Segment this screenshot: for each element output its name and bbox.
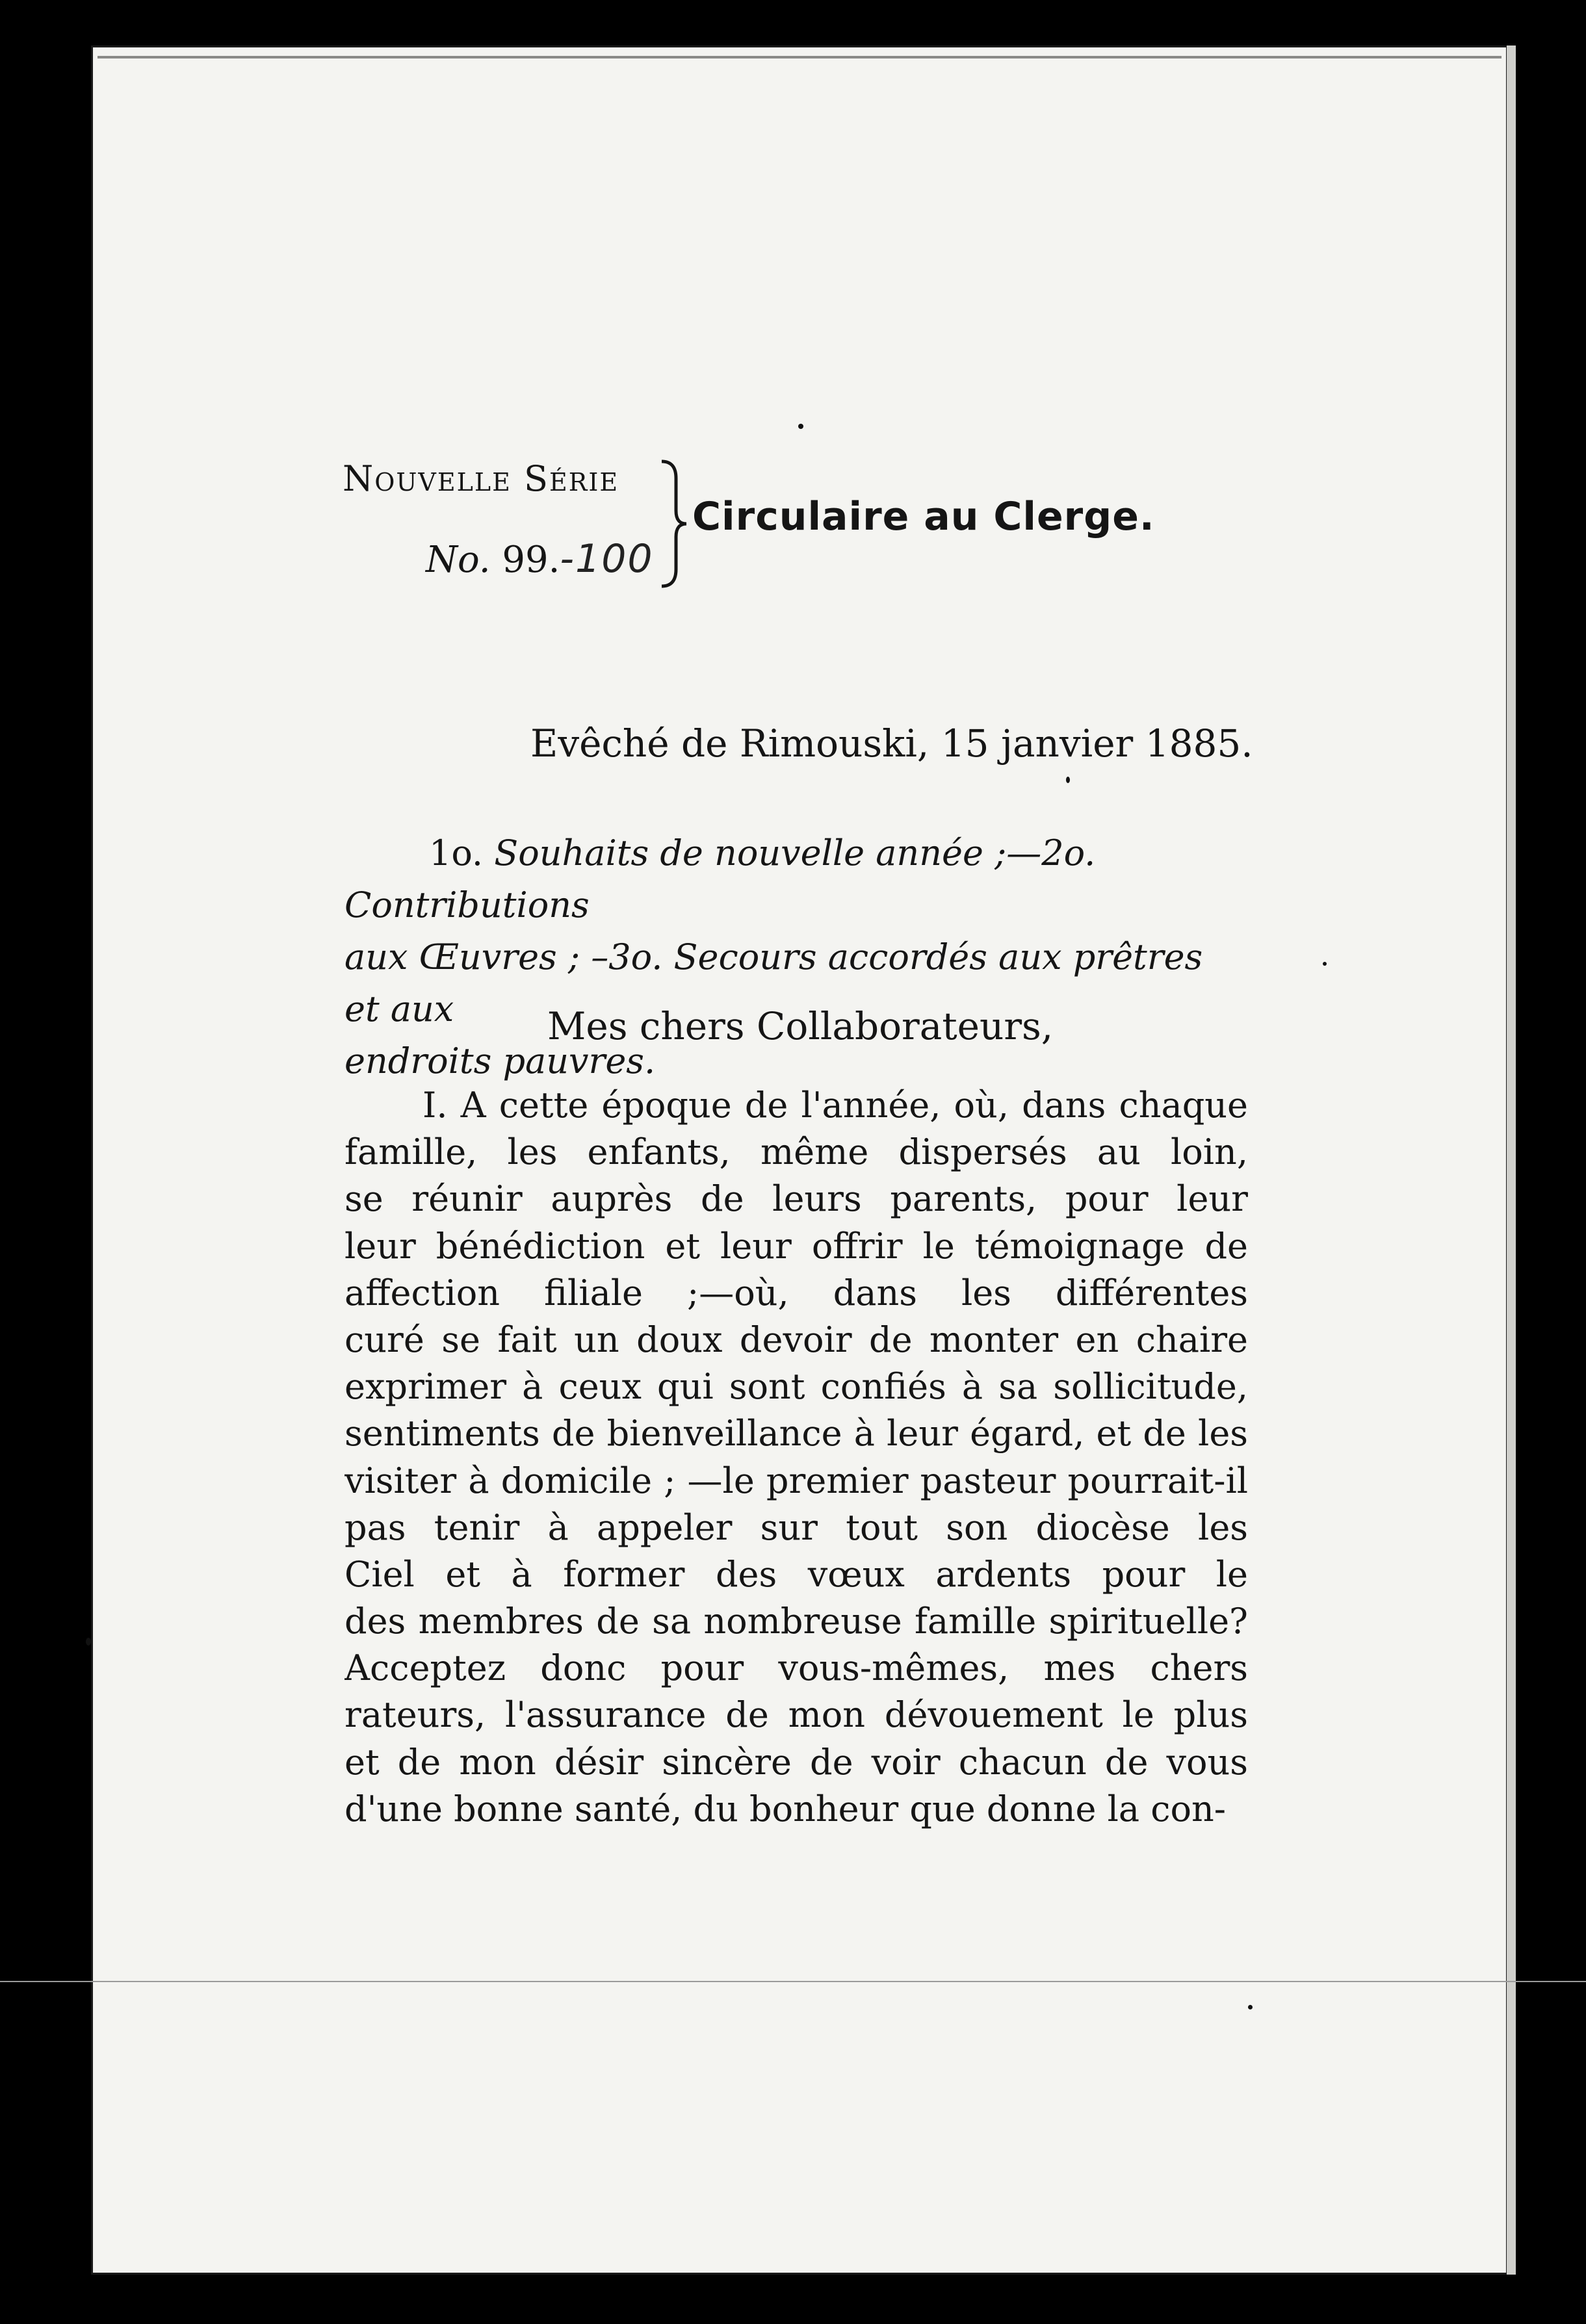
body-line: des membres de sa nombreuse famille spirituelle? xyxy=(344,1601,1248,1642)
body-line: leur bénédiction et leur offrir le témoignage de xyxy=(344,1225,1248,1267)
circular-title: Circulaire au Clerge. xyxy=(692,494,1155,539)
body-line: pas tenir à appeler sur tout son diocèse les xyxy=(344,1506,1248,1548)
body-line: I. A cette époque de l'année, où, dans chaque xyxy=(422,1085,1248,1126)
number-prefix: No. xyxy=(426,539,491,581)
body-line: curé se fait un doux devoir de monter en chaire xyxy=(344,1319,1248,1360)
ink-speck xyxy=(86,1638,91,1646)
ink-speck xyxy=(798,424,803,429)
summary-line-2: aux Œuvres ; –3o. Secours accordés aux prêtres et aux xyxy=(344,936,1203,1029)
ink-speck xyxy=(1323,962,1327,966)
body-line: d'une bonne santé, du bonheur que donne la con- xyxy=(344,1788,1227,1829)
body-line: exprimer à ceux qui sont confiés à sa sollicitude, xyxy=(344,1366,1248,1408)
curly-brace xyxy=(656,459,689,589)
page-top-crease xyxy=(98,56,1502,58)
body-line: affection filiale ;—où, dans les différentes xyxy=(344,1272,1248,1313)
body-line: visiter à domicile ; —le premier pasteur pourrait-il xyxy=(344,1460,1248,1501)
scan-artifact-line xyxy=(0,1981,1586,1982)
handwritten-number: -100 xyxy=(560,536,654,582)
body-line: et de mon désir sincère de voir chacun de vous xyxy=(344,1741,1248,1783)
summary-line-3: endroits pauvres. xyxy=(344,1040,656,1081)
body-paragraph xyxy=(344,1082,1248,1833)
body-line: famille, les enfants, même dispersés au loin, xyxy=(344,1131,1248,1173)
salutation: Mes chers Collaborateurs, xyxy=(547,1004,1054,1048)
body-line: Acceptez donc pour vous-mêmes, mes chers xyxy=(344,1647,1248,1689)
ink-speck xyxy=(1248,2005,1253,2009)
ink-speck xyxy=(1066,777,1070,783)
body-line: se réunir auprès de leurs parents, pour leur xyxy=(344,1178,1248,1220)
body-line: rateurs, l'assurance de mon dévouement le plus xyxy=(344,1694,1248,1736)
summary-line-1: 1o. Souhaits de nouvelle année ;—2o. Contributions xyxy=(344,833,1096,925)
series-label: Nouvelle Série xyxy=(343,458,619,499)
dateline: Evêché de Rimouski, 15 janvier 1885. xyxy=(530,721,1253,766)
number-value: 99. xyxy=(502,539,560,581)
body-line: sentiments de bienveillance à leur égard, et de les xyxy=(344,1413,1248,1454)
summary-paragraph xyxy=(344,827,1248,1087)
body-line: Ciel et à former des vœux ardents pour le xyxy=(344,1553,1248,1595)
series-number xyxy=(426,536,654,582)
page-edge xyxy=(1507,45,1516,2275)
